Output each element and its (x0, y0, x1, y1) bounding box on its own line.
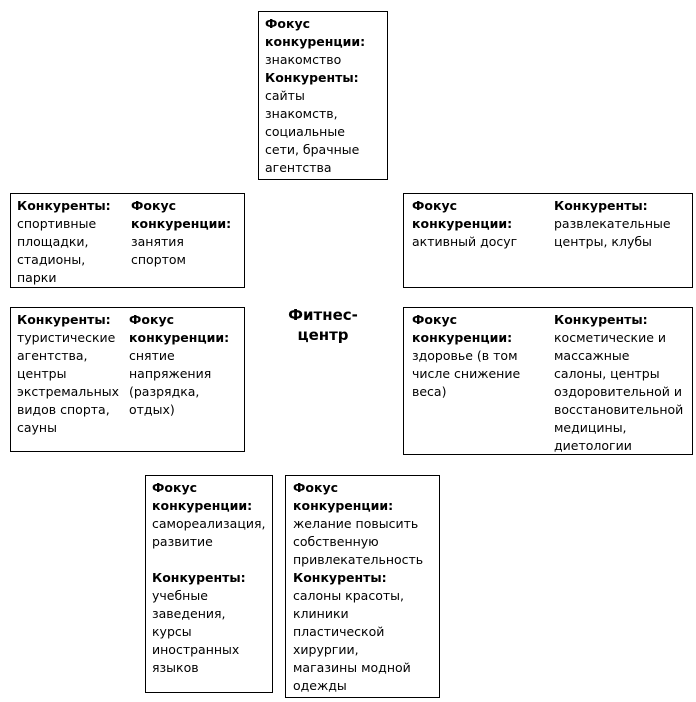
center-title-fitness-center (258, 305, 388, 345)
text-line: массажные (554, 348, 630, 363)
text-line: снятие (129, 348, 175, 363)
text-line: числе снижение (412, 366, 521, 381)
text-line: центры (17, 366, 67, 381)
text-line: туристические (17, 330, 116, 345)
text-line: языков (152, 660, 199, 675)
text-line: Фокус (293, 480, 339, 495)
text-line: здоровье (в том (412, 348, 518, 363)
text-line: занятия (131, 234, 184, 249)
text-line: салоны красоты, (293, 588, 404, 603)
text-line: конкуренции: (412, 330, 513, 345)
text-line: веса) (412, 384, 447, 399)
box-column (152, 479, 265, 677)
box-column (293, 479, 423, 695)
text-line: развитие (152, 534, 213, 549)
text-line: активный досуг (412, 234, 518, 249)
text-line: конкуренции: (152, 498, 253, 513)
text-line: социальные (265, 124, 345, 139)
text-line: диетологии (554, 438, 632, 453)
text-line: Конкуренты: (152, 570, 246, 585)
box-focus-health (403, 307, 693, 455)
text-line: медицины, (554, 420, 627, 435)
text-line (152, 551, 265, 569)
text-line: Фокус (412, 312, 458, 327)
text-line: знакомств, (265, 106, 338, 121)
text-line: Конкуренты: (293, 570, 387, 585)
text-line: экстремальных (17, 384, 120, 399)
text-line: одежды (293, 678, 347, 693)
text-line: учебные (152, 588, 208, 603)
text-line: Конкуренты: (265, 70, 359, 85)
text-line: знакомство (265, 52, 342, 67)
text-line: парки (17, 270, 57, 285)
text-line: магазины модной (293, 660, 411, 675)
text-line: восстановительной (554, 402, 684, 417)
box-column (131, 197, 231, 269)
box-column (265, 15, 365, 177)
text-line: Конкуренты: (554, 312, 648, 327)
text-line: конкуренции: (131, 216, 232, 231)
box-column (17, 197, 111, 287)
text-line: сайты (265, 88, 305, 103)
center-title-line: центр (297, 326, 349, 344)
text-line: курсы (152, 624, 192, 639)
text-line: видов спорта, (17, 402, 110, 417)
text-line: Фокус (152, 480, 198, 495)
text-line: хирургии, (293, 642, 359, 657)
text-line: желание повысить (293, 516, 419, 531)
text-line: Конкуренты: (17, 312, 111, 327)
text-line: развлекательные (554, 216, 671, 231)
text-line: конкуренции: (129, 330, 230, 345)
text-line: собственную (293, 534, 379, 549)
text-line: агентства, (17, 348, 88, 363)
text-line: иностранных (152, 642, 240, 657)
center-title-line: Фитнес- (288, 306, 358, 324)
text-line: Фокус (131, 198, 177, 213)
box-focus-self-development (145, 475, 273, 693)
box-focus-relaxation (10, 307, 245, 452)
box-column (554, 311, 683, 455)
text-line: конкуренции: (265, 34, 366, 49)
text-line: самореализация, (152, 516, 266, 531)
box-focus-leisure (403, 193, 693, 288)
text-line: спортивные (17, 216, 97, 231)
text-line: Конкуренты: (554, 198, 648, 213)
text-line: заведения, (152, 606, 226, 621)
text-line: Фокус (412, 198, 458, 213)
text-line: привлекательность (293, 552, 424, 567)
text-line: центры, клубы (554, 234, 652, 249)
text-line: клиники (293, 606, 349, 621)
box-column (412, 311, 520, 401)
box-focus-dating (258, 11, 388, 180)
text-line: косметические и (554, 330, 667, 345)
box-focus-sport (10, 193, 245, 288)
box-column (554, 197, 671, 251)
text-line: Конкуренты: (17, 198, 111, 213)
text-line: сауны (17, 420, 57, 435)
text-line: пластической (293, 624, 385, 639)
text-line: Фокус (129, 312, 175, 327)
box-column (129, 311, 229, 419)
text-line: конкуренции: (412, 216, 513, 231)
text-line: агентства (265, 160, 332, 175)
text-line: (разрядка, (129, 384, 200, 399)
text-line: сети, брачные (265, 142, 360, 157)
text-line: салоны, центры (554, 366, 660, 381)
text-line: оздоровительной и (554, 384, 683, 399)
text-line: стадионы, (17, 252, 86, 267)
text-line: напряжения (129, 366, 212, 381)
box-focus-attractiveness (285, 475, 440, 698)
text-line: конкуренции: (293, 498, 394, 513)
text-line: спортом (131, 252, 186, 267)
text-line: Фокус (265, 16, 311, 31)
box-column (17, 311, 119, 437)
box-column (412, 197, 517, 251)
text-line: отдых) (129, 402, 175, 417)
text-line: площадки, (17, 234, 89, 249)
